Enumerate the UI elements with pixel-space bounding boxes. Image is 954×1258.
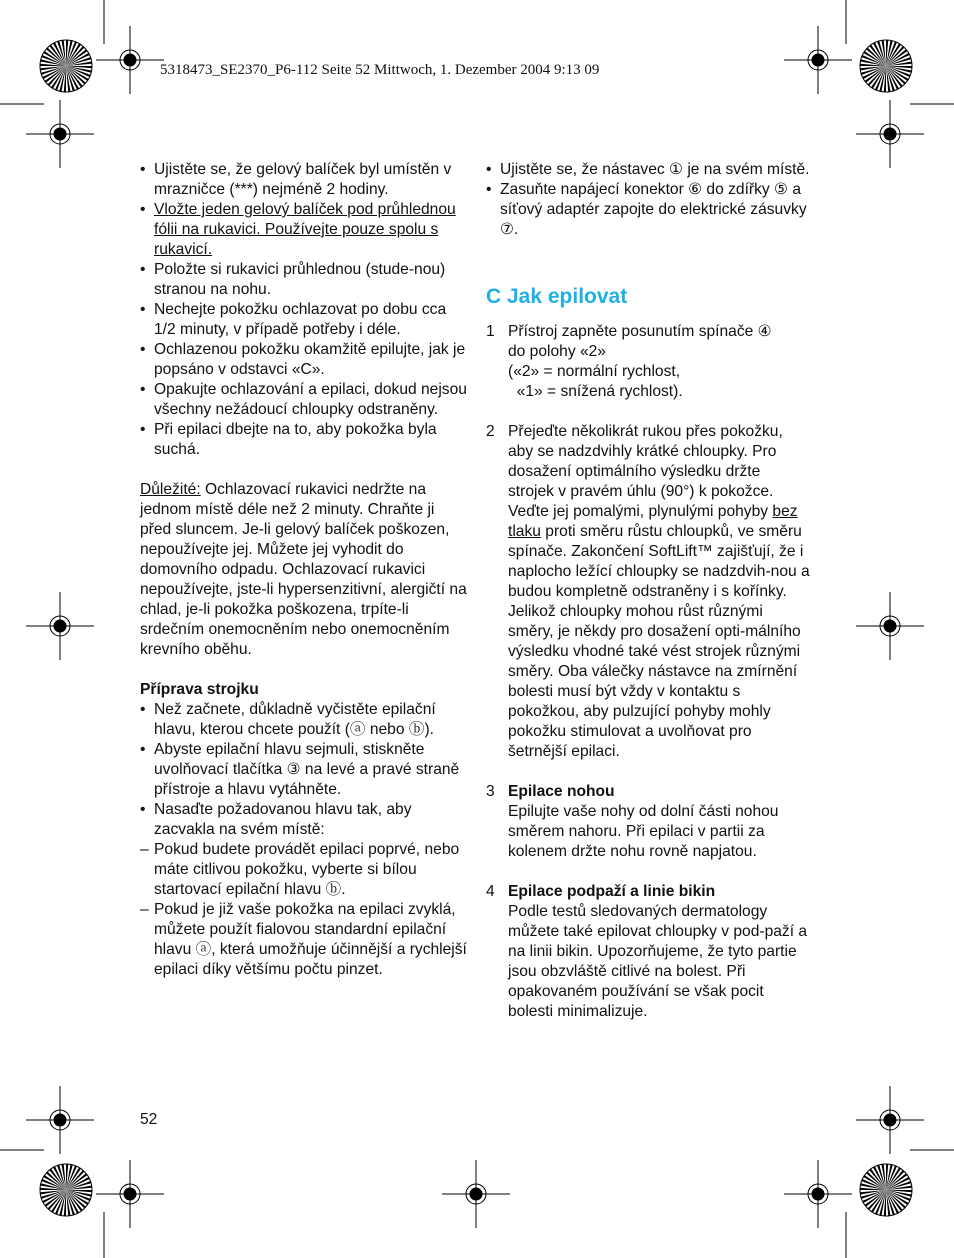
list-item: • Opakujte ochlazování a epilaci, dokud nejsou všechny nežádoucí chloupky odstraněny. (140, 380, 468, 420)
crosshair-icon (442, 1160, 510, 1228)
setup-bullets (486, 160, 810, 240)
crosshair-icon (26, 1086, 94, 1154)
crosshair-icon (96, 1160, 164, 1228)
crosshair-icon (856, 592, 924, 660)
step-number: 3 (486, 783, 495, 800)
step-1-line: («2» = normální rychlost, (508, 363, 681, 380)
list-item: • Abyste epilační hlavu sejmuli, stiskněte uvolňovací tlačítka ③ na levé a pravé straně přístroje a hlavu vytáhněte. (140, 740, 468, 800)
list-item (140, 800, 468, 980)
list-item: • Ujistěte se, že gelový balíček byl umístěn v mrazničce (***) nejméně 2 hodiny. (140, 160, 468, 200)
step-3 (486, 782, 810, 862)
list-item: – Pokud budete provádět epilaci poprvé, nebo máte citlivou pokožku, vyberte si bílou startovací epilační hlavu ⓑ. (140, 840, 468, 900)
step-2 (486, 422, 810, 762)
list-item: • Ochlazenou pokožku okamžitě epilujte, jak je popsáno v odstavci «C». (140, 340, 468, 380)
step-2-text (508, 422, 810, 602)
list-item: – Pokud je již vaše pokožka na epilaci zvyklá, můžete použít fialovou standardní epilační hlavu ⓐ, která umožňuje účinnější a rychlejší epilaci díky většímu počtu pinzet. (140, 900, 468, 980)
cooling-bullets (140, 160, 468, 460)
step-2-text-b: proti směru růstu chloupků, ve směru spínače. Zakončení SoftLift™ zajišťují, že i naplocho ležící chloupky se nadzdvih-nou a budou kompletně odstraněny i s kořínky. (508, 523, 810, 600)
step-1-line: do polohy «2» (508, 343, 606, 360)
print-header: 5318473_SE2370_P6-112 Seite 52 Mittwoch, 1. Dezember 2004 9:13 09 (160, 62, 600, 78)
step-4 (486, 882, 810, 1022)
step-4-text: Podle testů sledovaných dermatology můžete také epilovat chloupky v pod-paží a na linii bikin. Upozorňujeme, že tyto partie jsou obzvláště citlivé na bolest. Při opakovaném používání se však pocit bolesti minimalizuje. (508, 903, 808, 1020)
important-label: Důležité: (140, 481, 201, 498)
prep-bullets (140, 700, 468, 980)
list-item: • Nechejte pokožku ochlazovat po dobu cca 1/2 minuty, v případě potřeby i déle. (140, 300, 468, 340)
list-item: • Vložte jeden gelový balíček pod průhlednou fólii na rukavici. Používejte pouze spolu s rukavicí. (140, 200, 468, 260)
crosshair-icon (784, 26, 852, 94)
crosshair-icon (856, 1086, 924, 1154)
step-2-text-c: Jelikož chloupky mohou růst různými směry, je někdy pro dosažení opti-málního výsledku vhodné také vést strojek různými směry. Oba válečky nástavce na zmírnění bolesti musí být vždy v kontaktu s pokožkou, aby pulzující pohyby mohly pokožku stimulovat a uvolňovat pro šetrnější epilaci. (508, 603, 801, 760)
step-3-text: Epilujte vaše nohy od dolní části nohou směrem nahoru. Při epilaci v partii za kolenem držte nohu rovně napjatou. (508, 803, 779, 860)
crosshair-icon (856, 100, 924, 168)
step-1 (486, 322, 810, 402)
list-item: • Než začnete, důkladně vyčistěte epilační hlavu, kterou chcete použít (ⓐ nebo ⓑ). (140, 700, 468, 740)
section-title: C Jak epilovat (486, 285, 628, 308)
step-number: 4 (486, 883, 495, 900)
crosshair-icon (26, 100, 94, 168)
important-note (140, 480, 468, 660)
crosshair-icon (96, 26, 164, 94)
step-1-line: Přístroj zapněte posunutím spínače ④ (508, 323, 772, 340)
crosshair-icon (26, 592, 94, 660)
list-item-text: Nasaďte požadovanou hlavu tak, aby zacvakla na svém místě: (154, 801, 412, 838)
prep-heading: Příprava strojku (140, 681, 259, 698)
list-item: • Při epilaci dbejte na to, aby pokožka byla suchá. (140, 420, 468, 460)
right-column (486, 160, 810, 1022)
important-text: Ochlazovací rukavici nedržte na jednom místě déle než 2 minuty. Chraňte ji před sluncem. Je-li gelový balíček poškozen, nepoužívejte jej. Můžete jej vyhodit do domovního odpadu. Ochlazovací rukavici nepoužívejte, jste-li hypersenzitivní, alergičtí na chlad, je-li pokožka poškozena, trpíte-li srdečním onemocněním nebo onemocněním krevního oběhu. (140, 481, 467, 658)
list-item: • Položte si rukavici průhlednou (stude-nou) stranou na nohu. (140, 260, 468, 300)
step-number: 2 (486, 423, 495, 440)
step-2-emphasis: bez tlaku (508, 503, 798, 540)
step-2-text-a: Přejeďte několikrát rukou přes pokožku, aby se nadzdvihly krátké chloupky. Pro dosažení optimálního výsledku držte strojek v pravém úhlu (90°) k pokožce. Veďte jej pomalými, plynulými pohyby (508, 423, 783, 520)
step-3-title: Epilace nohou (508, 783, 615, 800)
step-number: 1 (486, 323, 495, 340)
list-item: • Zasuňte napájecí konektor ⑥ do zdířky ⑤ a síťový adaptér zapojte do elektrické zásuvky ⑦. (486, 180, 810, 240)
left-column (140, 160, 468, 980)
step-4-title: Epilace podpaží a linie bikin (508, 883, 716, 900)
head-options (140, 840, 468, 980)
step-1-line: «1» = snížená rychlost). (508, 383, 683, 400)
list-item: • Ujistěte se, že nástavec ① je na svém místě. (486, 160, 810, 180)
page-number: 52 (140, 1111, 158, 1128)
crosshair-icon (784, 1160, 852, 1228)
